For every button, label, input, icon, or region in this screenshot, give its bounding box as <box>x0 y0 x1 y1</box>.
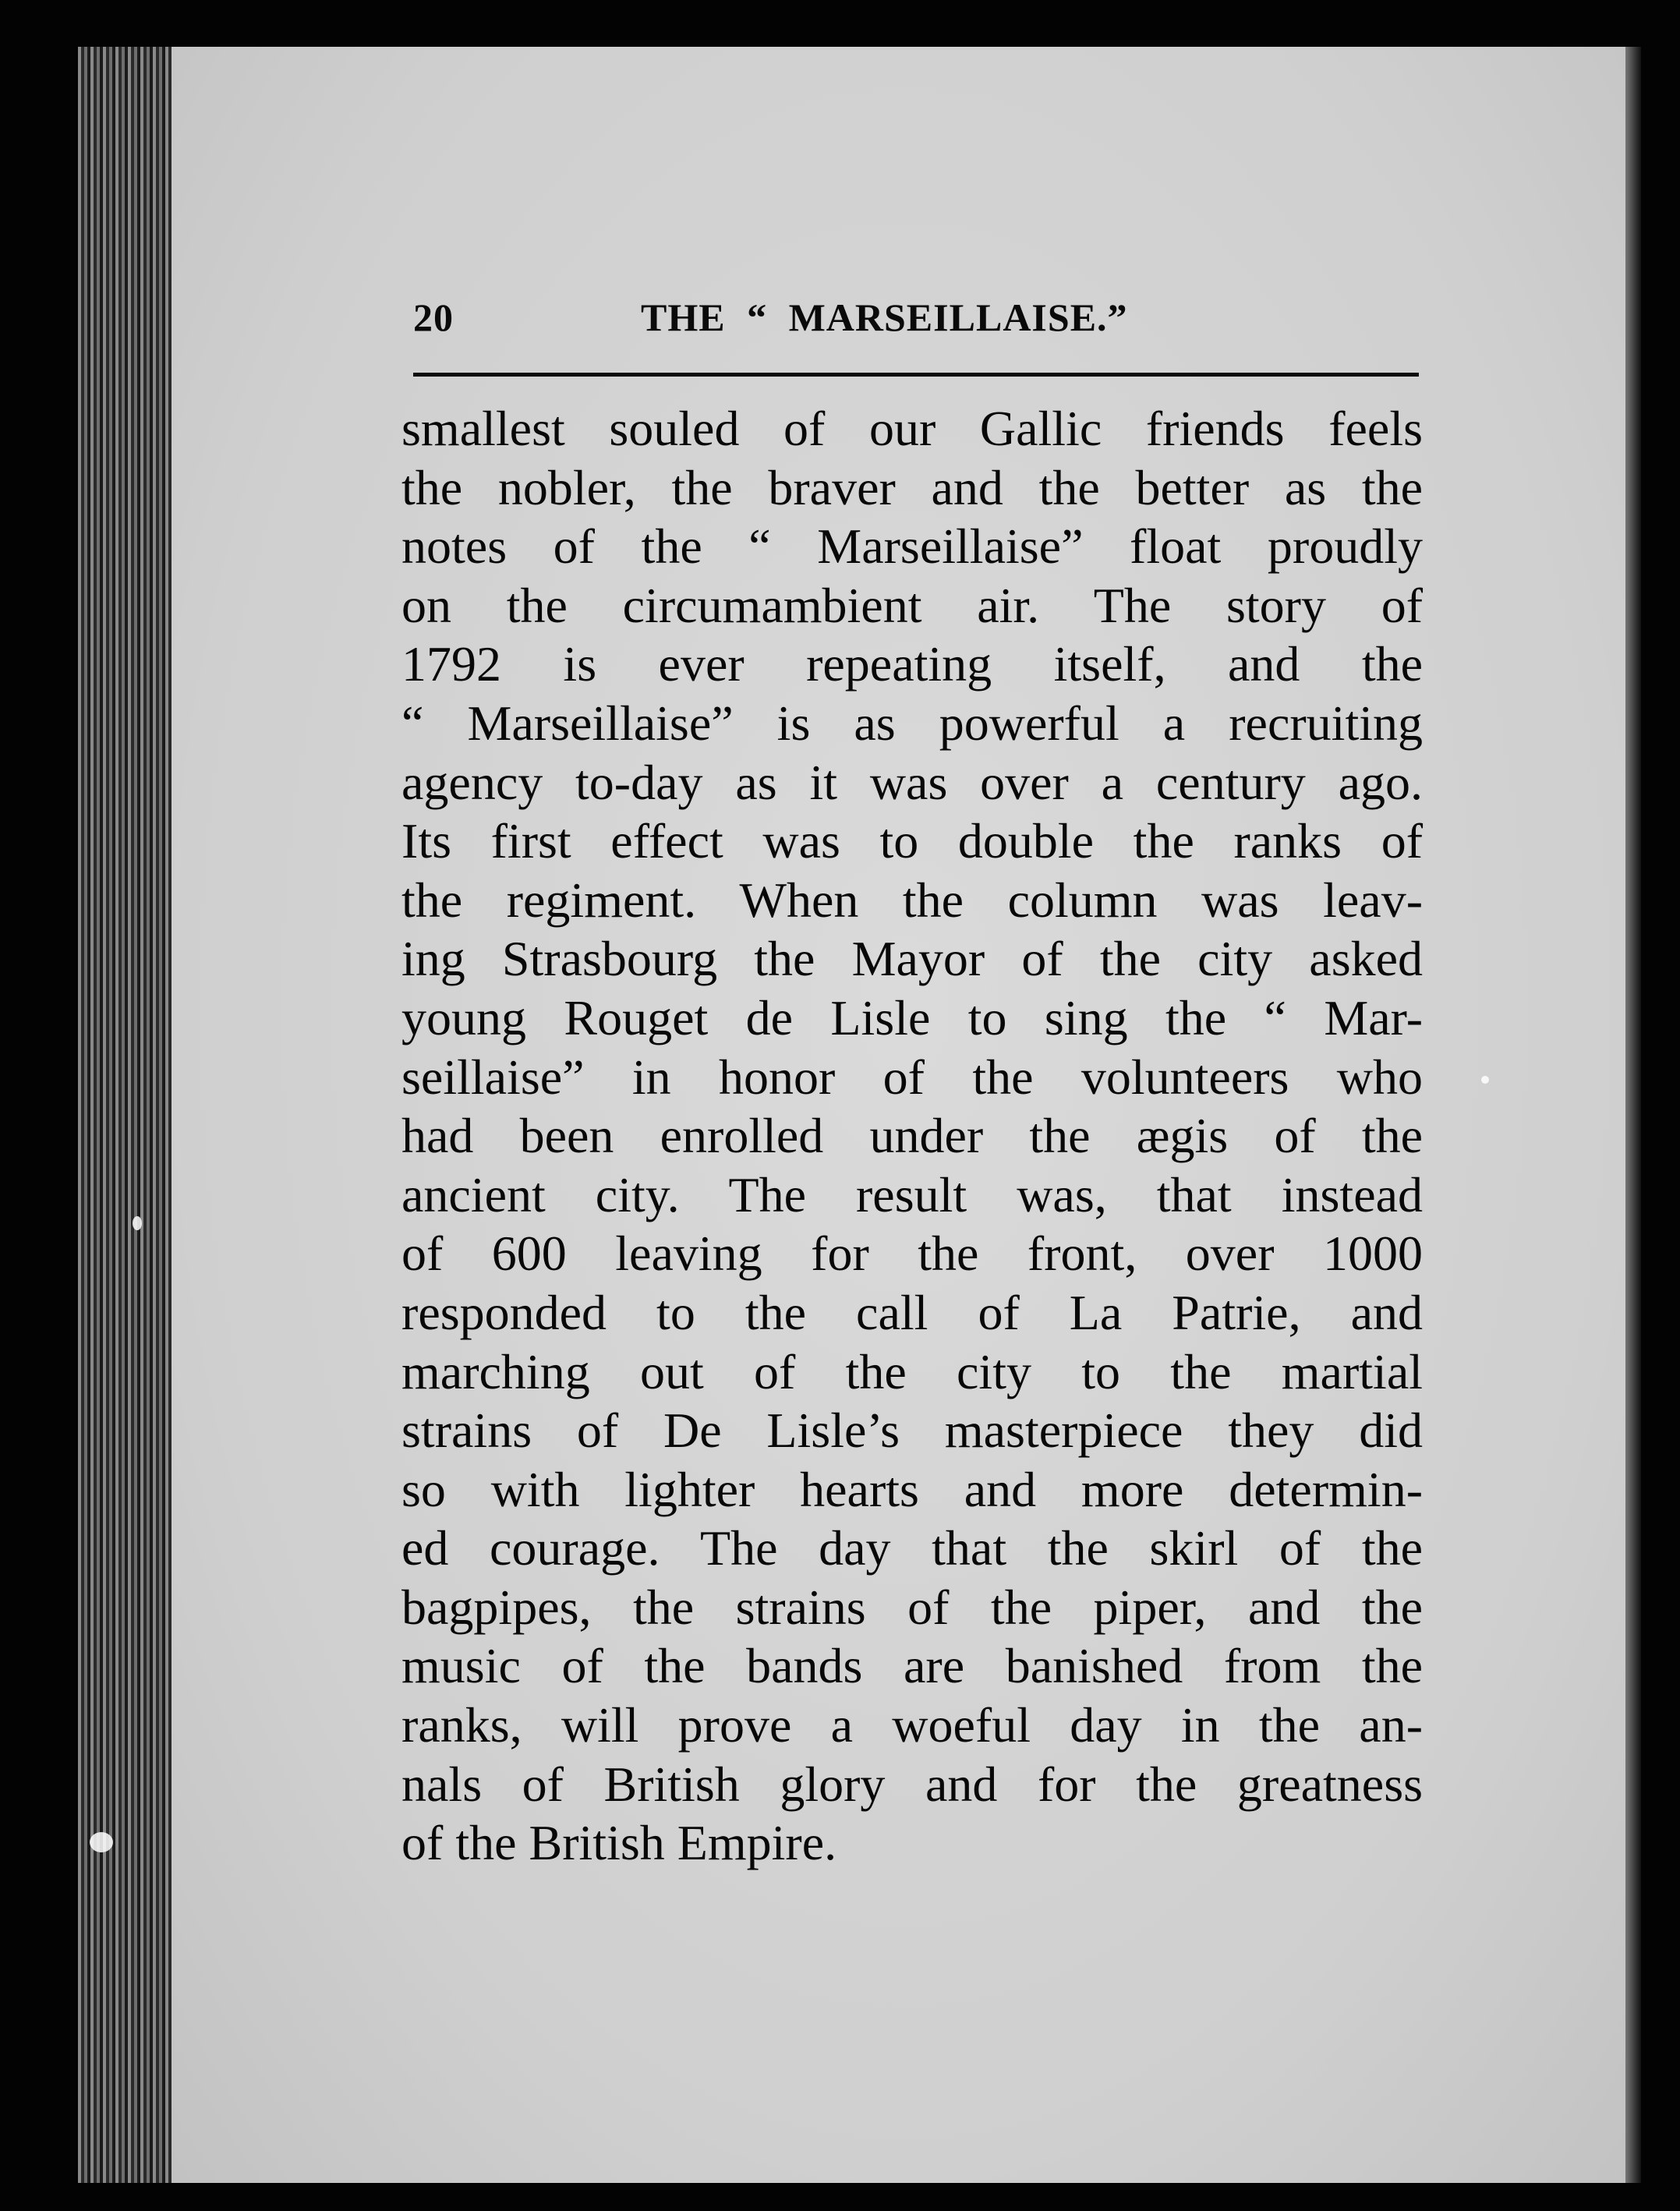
text-line: ancient city. The result was, that instead <box>401 1166 1423 1222</box>
text-line: strains of De Lisle’s masterpiece they did <box>401 1403 1423 1459</box>
text-line: “ Marseillaise” is as powerful a recruiting <box>401 695 1423 751</box>
text-line: had been enrolled under the ægis of the <box>401 1108 1423 1164</box>
scan-speck <box>1481 1076 1489 1084</box>
text-line: nals of British glory and for the greatness <box>401 1756 1423 1812</box>
text-line: ranks, will prove a woeful day in the an- <box>401 1697 1423 1753</box>
body-text <box>401 399 1423 1873</box>
text-line: of the British Empire. <box>401 1815 837 1871</box>
text-line: Its first effect was to double the ranks of <box>401 813 1423 869</box>
text-line: responded to the call of La Patrie, and <box>401 1284 1423 1340</box>
header-rule <box>413 373 1419 377</box>
text-line: seillaise” in honor of the volunteers who <box>401 1049 1423 1105</box>
text-line: music of the bands are banished from the <box>401 1638 1423 1694</box>
text-line: on the circumambient air. The story of <box>401 577 1423 633</box>
book-page-edges <box>78 47 175 2183</box>
text-line: notes of the “ Marseillaise” float proudly <box>401 518 1423 575</box>
running-head: THE “ MARSEILLAISE.” <box>641 295 1128 339</box>
text-line: the regiment. When the column was leav- <box>401 872 1423 928</box>
scan-speck <box>90 1832 113 1852</box>
text-line: so with lighter hearts and more determin- <box>401 1461 1423 1517</box>
text-line: agency to-day as it was over a century ago. <box>401 754 1423 810</box>
scan-speck <box>133 1216 142 1230</box>
text-line: ed courage. The day that the skirl of the <box>401 1520 1423 1576</box>
text-line: of 600 leaving for the front, over 1000 <box>401 1226 1423 1282</box>
text-line: the nobler, the braver and the better as the <box>401 459 1423 515</box>
page-gutter-shadow <box>1625 47 1641 2183</box>
text-line: bagpipes, the strains of the piper, and the <box>401 1579 1423 1635</box>
text-line: smallest souled of our Gallic friends feels <box>401 401 1423 456</box>
text-line: ing Strasbourg the Mayor of the city asked <box>401 931 1423 987</box>
page-number: 20 <box>413 295 454 339</box>
page-header <box>413 295 1419 349</box>
text-line: marching out of the city to the martial <box>401 1343 1423 1399</box>
text-line: young Rouget de Lisle to sing the “ Mar- <box>401 989 1423 1045</box>
text-line: 1792 is ever repeating itself, and the <box>401 636 1423 692</box>
